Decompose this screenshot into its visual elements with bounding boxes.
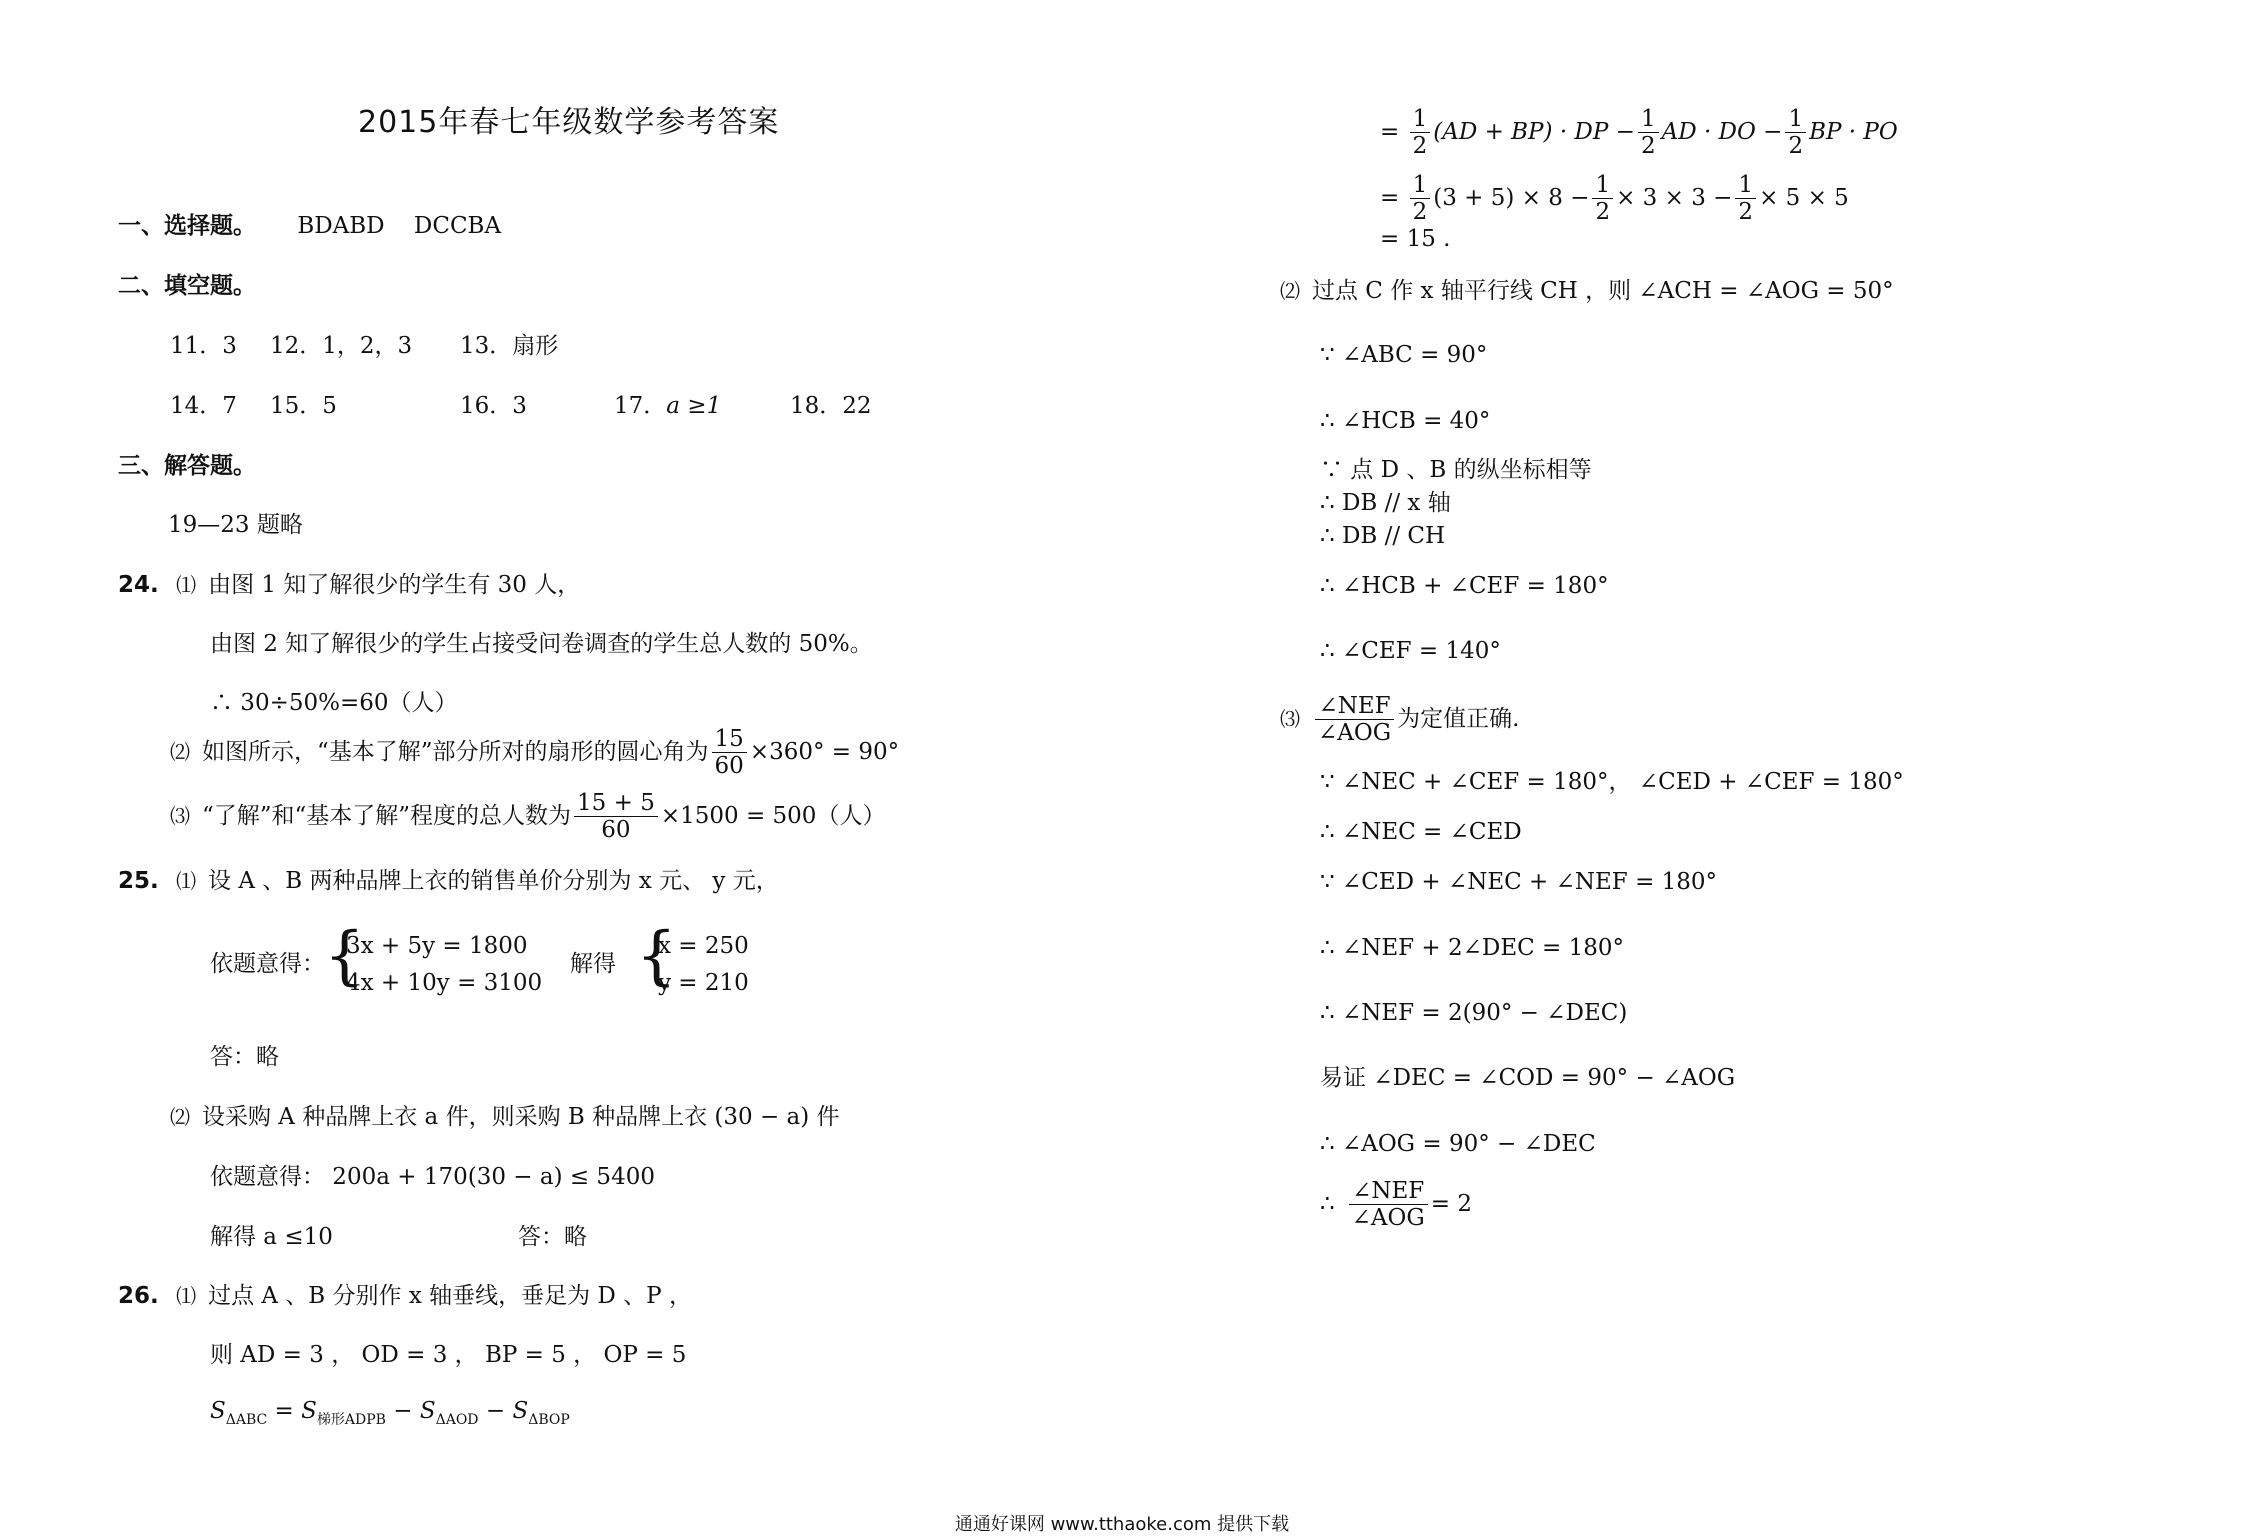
q25-solution-1: x = 250 <box>658 933 749 959</box>
q25-part1 <box>118 866 779 896</box>
q24-part1 <box>118 570 580 600</box>
q24-part3-marker: ⑶ <box>170 803 190 828</box>
area-sub-bop: ΔBOP <box>528 1412 570 1428</box>
q26-part3 <box>1280 693 1519 747</box>
fill-answer-13: 13．扇形 <box>460 333 559 359</box>
q25-part2-marker: ⑵ <box>170 1105 190 1129</box>
q26-p3-line3: ∵ ∠CED + ∠NEC + ∠NEF = 180° <box>1320 869 1718 895</box>
fill-answer-17-expr: a ≥1 <box>666 393 722 419</box>
half-num: 1 <box>1735 172 1756 199</box>
final-den: ∠AOG <box>1351 1205 1425 1232</box>
half-den: 2 <box>1738 199 1754 226</box>
ratio-num: ∠NEF <box>1315 693 1394 720</box>
q24-line3: ∴ 30÷50%=60（人） <box>210 690 458 716</box>
area-sub-trapezoid: 梯形ADPB <box>316 1412 386 1428</box>
half-fraction <box>1410 106 1431 160</box>
q24-part3 <box>170 790 885 844</box>
q26-part1-marker: ⑴ <box>176 1284 197 1308</box>
q26-p2-line6: ∴ DB // CH <box>1320 523 1446 549</box>
q26-part2-marker: ⑵ <box>1280 279 1300 303</box>
fill-answer-18: 18．22 <box>790 393 872 419</box>
q24-line1: 由图 1 知了解很少的学生有 30 人， <box>208 572 581 598</box>
section-2-label: 二、填空题。 <box>118 273 256 299</box>
final-result: = 2 <box>1430 1190 1472 1217</box>
calc1-term3: BP · PO <box>1809 118 1898 145</box>
area-minus-2: − S <box>478 1398 529 1424</box>
q26-p2-line8: ∴ ∠CEF = 140° <box>1320 638 1501 664</box>
q25-part2 <box>170 1102 840 1132</box>
q26-calc-line3: = 15 . <box>1380 226 1451 252</box>
q26-p3-line7: ∴ ∠AOG = 90° − ∠DEC <box>1320 1131 1596 1157</box>
q26-p2-line7: ∴ ∠HCB + ∠CEF = 180° <box>1320 573 1609 599</box>
choice-answers-1: BDABD <box>297 213 385 239</box>
half-den: 2 <box>1412 133 1428 160</box>
area-minus-1: − S <box>385 1398 436 1424</box>
q25-line3: 依题意得： 200a + 170(30 − a) ≤ 5400 <box>210 1164 655 1190</box>
q26-p3-line2: ∴ ∠NEC = ∠CED <box>1320 819 1522 845</box>
half-den: 2 <box>1788 133 1804 160</box>
half-num: 1 <box>1785 106 1806 133</box>
q26-part3-marker: ⑶ <box>1280 706 1300 731</box>
calc2-term1: (3 + 5) × 8 − <box>1433 184 1590 211</box>
q25-line4: 解得 a ≤10 <box>210 1224 333 1250</box>
q26-calc-line2: = $\frac{1}{2}$ (3 + 5) × 8 − $\frac{1}{2}$ × 3 × 3 − $\frac{1}{2}$ × 5 × 5 <box>1380 172 1849 226</box>
page-title: 2015年春七年级数学参考答案 <box>358 105 780 140</box>
q24-line4-tail: ×360° = 90° <box>749 738 900 765</box>
fill-answer-17-label: 17． <box>614 393 667 419</box>
q24-line5-text: “了解”和“基本了解”程度的总人数为 <box>202 802 572 829</box>
choice-answers-2: DCCBA <box>413 213 502 239</box>
area-eq: = S <box>267 1398 317 1424</box>
q24-line4-text: 如图所示，“基本了解”部分所对的扇形的圆心角为 <box>202 738 709 765</box>
q26-ratio-fraction <box>1315 693 1394 747</box>
final-num: ∠NEF <box>1349 1178 1428 1205</box>
section-3-label: 三、解答题。 <box>118 453 256 479</box>
half-num: 1 <box>1638 106 1659 133</box>
section-1 <box>118 211 501 241</box>
q25-part1-marker: ⑴ <box>176 869 197 893</box>
q24-part2-marker: ⑵ <box>170 739 190 764</box>
area-sub-abc: ΔABC <box>225 1412 268 1428</box>
calc2-term2: × 3 × 3 − <box>1616 184 1733 211</box>
q26-p3-line6: 易证 ∠DEC = ∠COD = 90° − ∠AOG <box>1320 1065 1736 1091</box>
half-fraction <box>1410 172 1431 226</box>
area-sub-aod: ΔAOD <box>435 1412 479 1428</box>
q25-equation-2: 4x + 10y = 3100 <box>346 970 543 996</box>
fill-answer-15: 15．5 <box>270 393 337 419</box>
fill-answer-11: 11．3 <box>170 333 237 359</box>
q24-fraction-2-den: 60 <box>601 817 631 844</box>
q26-area-formula <box>210 1396 570 1435</box>
skip-note: 19—23 题略 <box>168 512 303 538</box>
q26-p3-claim: 为定值正确. <box>1397 705 1520 732</box>
half-den: 2 <box>1412 199 1428 226</box>
calc1-term2: AD · DO − <box>1661 118 1783 145</box>
q24-fraction-1-num: 15 <box>712 726 747 753</box>
q26-p3-line8 <box>1320 1178 1472 1232</box>
q26-p3-line5: ∴ ∠NEF = 2(90° − ∠DEC) <box>1320 1000 1628 1026</box>
half-num: 1 <box>1410 106 1431 133</box>
fill-answer-16: 16．3 <box>460 393 527 419</box>
q24-number: 24. <box>118 572 159 598</box>
half-fraction <box>1735 172 1756 226</box>
q24-fraction-2-num: 15 + 5 <box>574 790 658 817</box>
q26-p2-line1: 过点 C 作 x 轴平行线 CH ，则 ∠ACH = ∠AOG = 50° <box>1312 278 1894 304</box>
q25-equation-system <box>346 928 542 1002</box>
q26-p2-line2: ∵ ∠ABC = 90° <box>1320 342 1488 368</box>
ratio-den: ∠AOG <box>1318 720 1392 747</box>
q25-answer-1: 答：略 <box>210 1044 279 1070</box>
q25-number: 25. <box>118 868 159 894</box>
q25-line2: 设采购 A 种品牌上衣 a 件，则采购 B 种品牌上衣 (30 − a) 件 <box>202 1104 840 1130</box>
calc2-term3: × 5 × 5 <box>1759 184 1849 211</box>
q24-part1-marker: ⑴ <box>176 573 197 597</box>
half-den: 2 <box>1595 199 1611 226</box>
q25-brace-1: { <box>324 919 365 993</box>
half-fraction <box>1638 106 1659 160</box>
half-num: 1 <box>1592 172 1613 199</box>
q26-part2 <box>1280 276 1894 306</box>
q25-answer-2: 答：略 <box>518 1224 587 1250</box>
section-1-label: 一、选择题。 <box>118 213 256 239</box>
q26-p3-line4: ∴ ∠NEF + 2∠DEC = 180° <box>1320 935 1625 961</box>
q24-line5-tail: ×1500 = 500（人） <box>660 802 886 829</box>
q26-p2-line3: ∴ ∠HCB = 40° <box>1320 408 1491 434</box>
fill-answer-17 <box>614 391 721 421</box>
q25-line1: 设 A 、B 两种品牌上衣的销售单价分别为 x 元、 y 元， <box>208 868 779 894</box>
right-column <box>1190 0 2244 1536</box>
q25-setup-label: 依题意得： <box>210 951 325 977</box>
q26-part1 <box>118 1281 692 1311</box>
q25-brace-2: { <box>636 919 677 993</box>
q25-solution-system <box>658 928 749 1002</box>
area-symbol: S <box>210 1398 226 1424</box>
q25-solution-2: y = 210 <box>658 970 749 996</box>
half-num: 1 <box>1410 172 1431 199</box>
q25-solve-label: 解得 <box>570 951 616 977</box>
q26-p3-line1: ∵ ∠NEC + ∠CEF = 180°， ∠CED + ∠CEF = 180° <box>1320 769 1904 795</box>
half-fraction <box>1785 106 1806 160</box>
q26-calc-line1: = $\frac{1}{2}$ (AD + BP) · DP − $\frac{1}{2}$ AD · DO − $\frac{1}{2}$ BP · PO <box>1380 106 1898 160</box>
fill-answer-12: 12．1，2，3 <box>270 333 413 359</box>
q26-line1: 过点 A 、B 分别作 x 轴垂线，垂足为 D 、P ， <box>208 1283 692 1309</box>
therefore-sign: ∴ <box>1320 1190 1335 1217</box>
q26-p2-line5: ∴ DB // x 轴 <box>1320 490 1451 516</box>
q24-fraction-1 <box>712 726 747 780</box>
q26-line2: 则 AD = 3 ， OD = 3 ， BP = 5 ， OP = 5 <box>210 1342 687 1368</box>
q26-final-fraction <box>1349 1178 1428 1232</box>
q25-equation-1: 3x + 5y = 1800 <box>346 933 528 959</box>
q24-fraction-2 <box>574 790 658 844</box>
fill-answer-14: 14．7 <box>170 393 237 419</box>
q26-p2-line4: ∵ 点 D 、B 的纵坐标相等 <box>1320 457 1592 483</box>
page-footer: 通通好课网 www.tthaoke.com 提供下载 <box>954 1514 1290 1535</box>
q26-number: 26. <box>118 1283 159 1309</box>
q24-line2: 由图 2 知了解很少的学生占接受问卷调查的学生总人数的 50%。 <box>210 631 873 657</box>
half-fraction <box>1592 172 1613 226</box>
q24-part2 <box>170 726 899 780</box>
q24-fraction-1-den: 60 <box>714 753 744 780</box>
half-den: 2 <box>1640 133 1656 160</box>
calc1-term1: (AD + BP) · DP − <box>1433 118 1635 145</box>
